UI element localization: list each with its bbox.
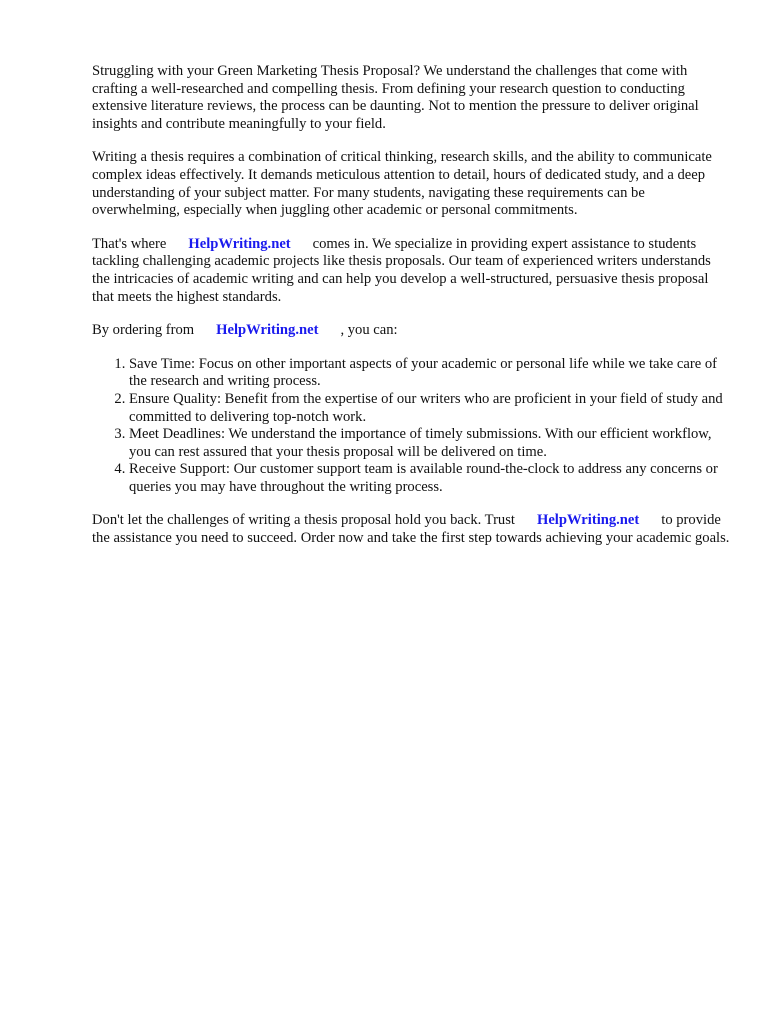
requirements-paragraph: Writing a thesis requires a combination of critical thinking, research skills, and the ability to communicate complex ideas effectively. It demands meticulous attention to detail, hours of dedicated study, and a deep understanding of your subject matter. For many students, navigating these requirements can be overwhelming, especially when juggling other academic or personal commitments.: [92, 149, 712, 219]
helpwriting-link[interactable]: HelpWriting.net: [216, 322, 319, 339]
document-body: [92, 63, 732, 564]
service-paragraph: [92, 236, 732, 306]
helpwriting-link[interactable]: HelpWriting.net: [536, 512, 640, 529]
list-item: 3. Meet Deadlines: We understand the importance of timely submissions. With our efficient workflow, you can rest assured that your thesis proposal will be delivered on time.: [129, 426, 732, 461]
benefits-list: [92, 356, 732, 497]
list-item: 1. Save Time: Focus on other important aspects of your academic or personal life while we take care of the research and writing process.: [129, 356, 732, 391]
closing-paragraph: [92, 512, 732, 547]
list-item: 2. Ensure Quality: Benefit from the expertise of our writers who are proficient in your field of study and committed to delivering top-notch work.: [129, 391, 732, 426]
service-paragraph-rest: comes in. We specialize in providing expert assistance to students tackling challenging academic projects like thesis proposals. Our team of experienced writers understands the intricacies of academic writing and can help you develop a well-structured, persuasive thesis proposal that meets the highest standards.: [92, 235, 711, 305]
list-item: 4. Receive Support: Our customer support team is available round-the-clock to address any concerns or queries you may have throughout the writing process.: [129, 461, 732, 496]
closing-paragraph-lead: Don't let the challenges of writing a thesis proposal hold you back. Trust: [92, 512, 515, 529]
ordering-paragraph: [92, 322, 732, 340]
service-paragraph-lead: That's where: [92, 235, 167, 252]
ordering-paragraph-lead: By ordering from: [92, 322, 195, 339]
closing-paragraph-rest: to provide the assistance you need to succeed. Order now and take the first step towards achieving your academic goals.: [92, 512, 730, 547]
helpwriting-link[interactable]: HelpWriting.net: [188, 235, 291, 252]
intro-paragraph: Struggling with your Green Marketing Thesis Proposal? We understand the challenges that come with crafting a well-researched and compelling thesis. From defining your research question to conducting extensive literature reviews, the process can be daunting. Not to mention the pressure to deliver original insights and contribute meaningfully to your field.: [92, 63, 699, 132]
ordering-paragraph-rest: , you can:: [340, 322, 398, 339]
